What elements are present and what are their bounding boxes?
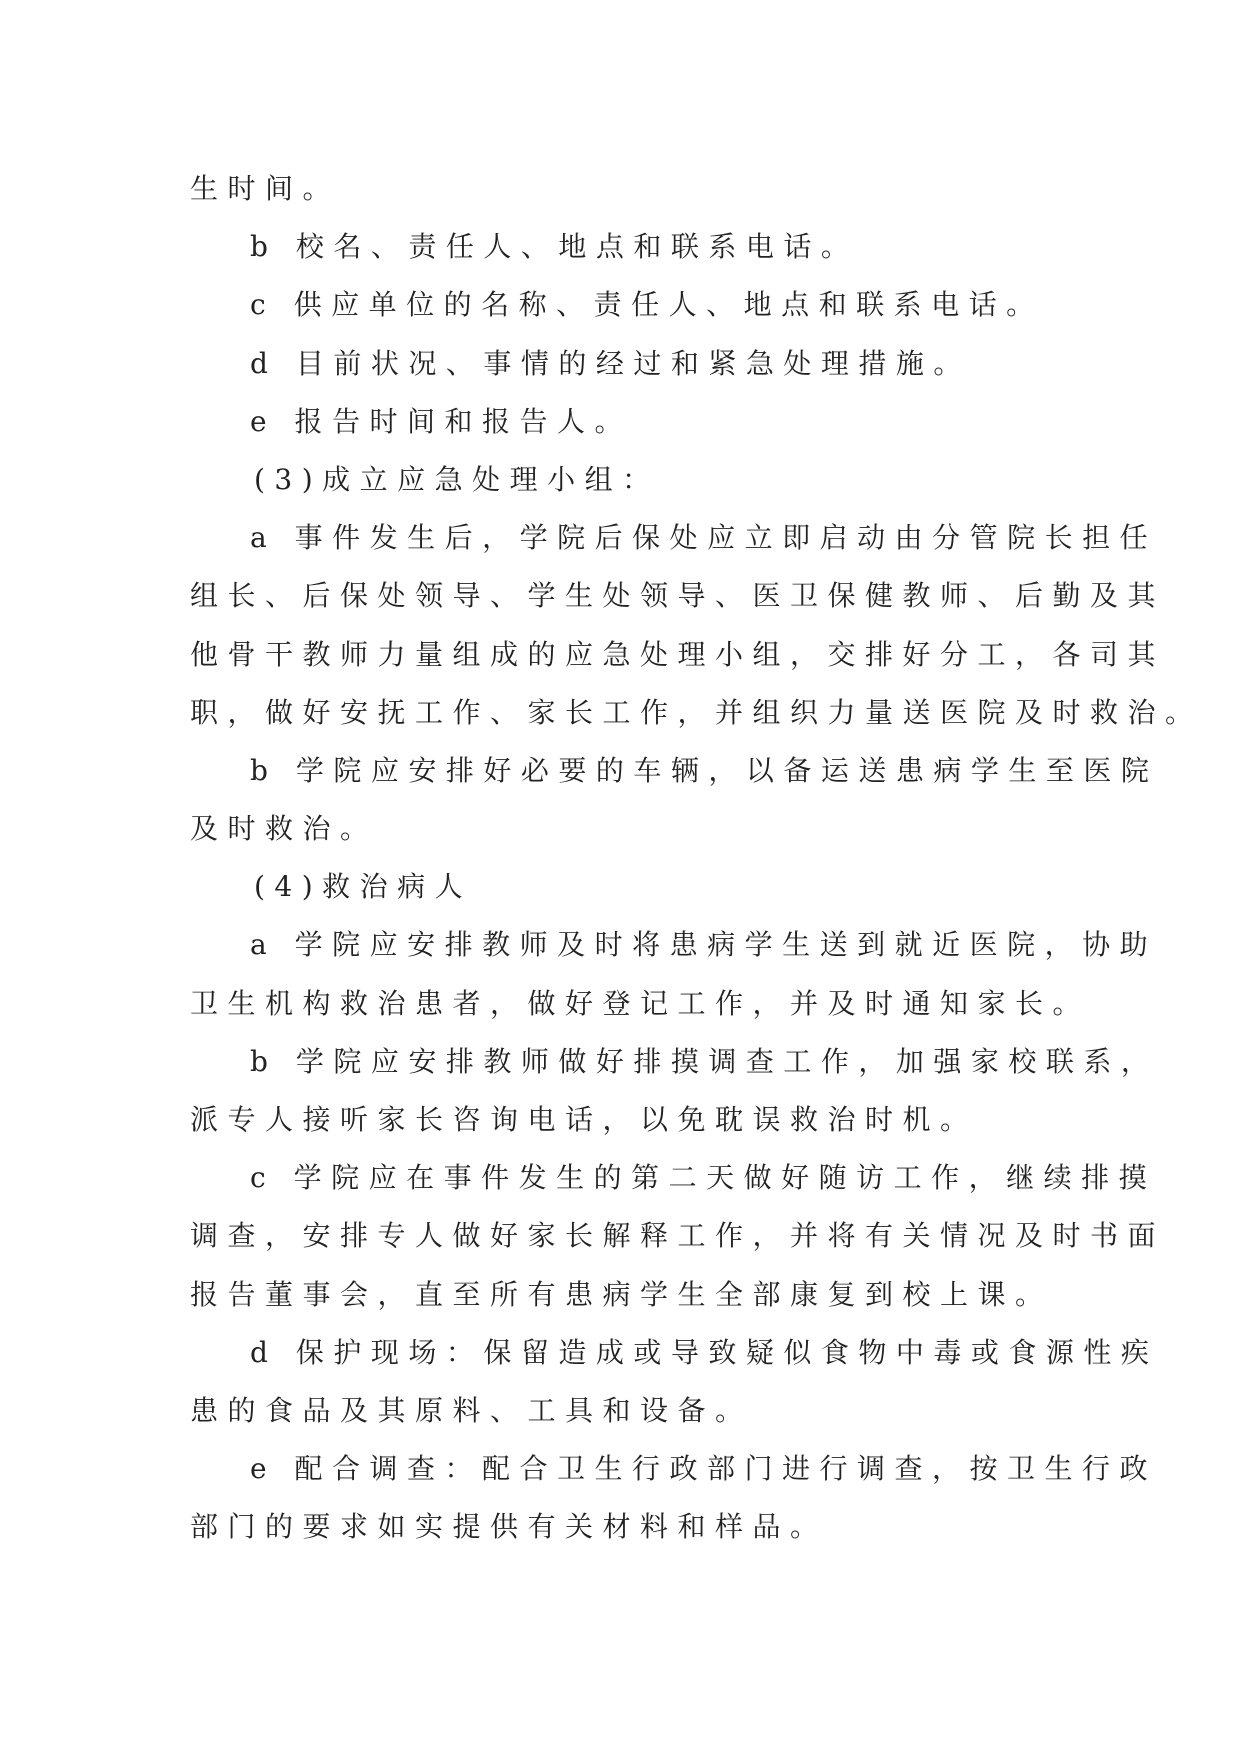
text-line: e 报告时间和报告人。 xyxy=(250,404,632,438)
text-line: 患的食品及其原料、工具和设备。 xyxy=(190,1393,753,1427)
text-line: b 校名、责任人、地点和联系电话。 xyxy=(250,230,859,264)
text-line: a 事件发生后，学院后保处应立即启动由分管院长担任 xyxy=(250,521,1158,555)
text-line: a 学院应安排教师及时将患病学生送到就近医院，协助 xyxy=(250,928,1158,962)
text-line: d 保护现场：保留造成或导致疑似食物中毒或食源性疾 xyxy=(250,1335,1159,1369)
section-heading: (3)成立应急处理小组： xyxy=(254,462,660,496)
text-line: b 学院应安排好必要的车辆，以备运送患病学生至医院 xyxy=(250,753,1159,787)
text-line: 卫生机构救治患者，做好登记工作，并及时通知家长。 xyxy=(190,986,1091,1020)
text-line: 他骨干教师力量组成的应急处理小组，交排好分工，各司其 xyxy=(190,637,1166,671)
text-line: 派专人接听家长咨询电话，以免耽误救治时机。 xyxy=(190,1103,978,1136)
text-line: 调查，安排专人做好家长解释工作，并将有关情况及时书面 xyxy=(190,1219,1166,1253)
text-line: 部门的要求如实提供有关材料和样品。 xyxy=(190,1510,828,1544)
text-line: 及时救治。 xyxy=(190,812,378,846)
section-heading: (4)救治病人 xyxy=(254,870,473,904)
text-line: 报告董事会，直至所有患病学生全部康复到校上课。 xyxy=(190,1277,1053,1311)
text-line: 生时间。 xyxy=(190,172,341,205)
text-line: b 学院应安排教师做好排摸调查工作，加强家校联系， xyxy=(250,1044,1159,1078)
text-line: 组长、后保处领导、学生处领导、医卫保健教师、后勤及其 xyxy=(190,579,1166,613)
text-line: 职，做好安抚工作、家长工作，并组织力量送医院及时救治。 xyxy=(190,695,1203,729)
text-line: c 供应单位的名称、责任人、地点和联系电话。 xyxy=(250,288,1044,322)
document-body xyxy=(190,160,1203,1557)
text-line: c 学院应在事件发生的第二天做好随访工作，继续排摸 xyxy=(250,1161,1157,1195)
text-line: e 配合调查：配合卫生行政部门进行调查，按卫生行政 xyxy=(250,1452,1157,1486)
text-line: d 目前状况、事情的经过和紧急处理措施。 xyxy=(250,346,971,380)
